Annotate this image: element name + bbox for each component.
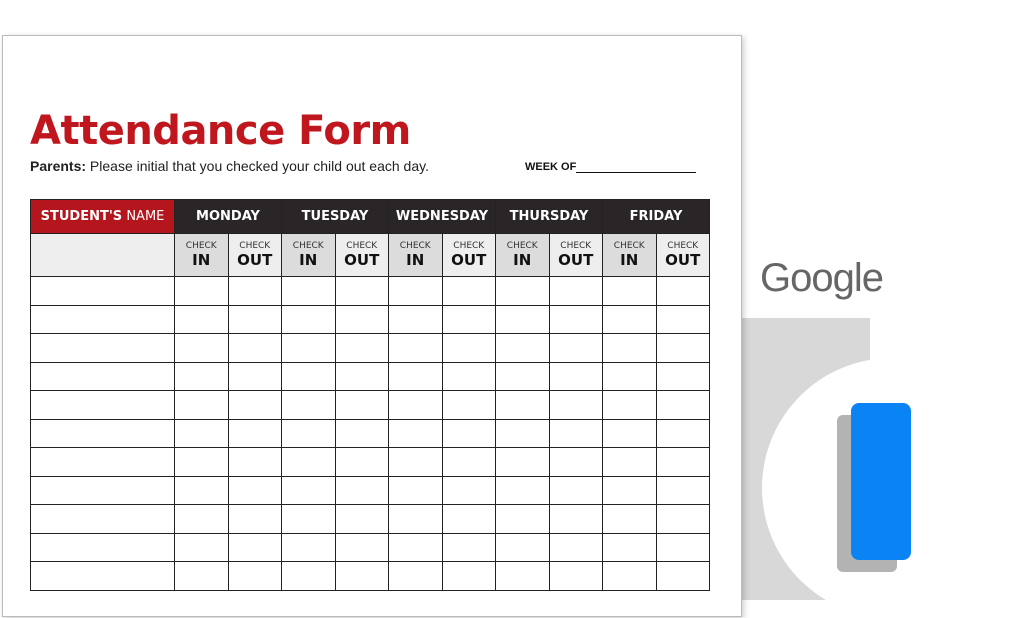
initial-cell[interactable] — [496, 476, 550, 505]
initial-cell[interactable] — [335, 334, 389, 363]
form-title: Attendance Form — [30, 108, 411, 154]
student-name-cell[interactable] — [31, 305, 175, 334]
out-label: OUT — [665, 251, 701, 269]
initial-cell[interactable] — [389, 305, 443, 334]
initial-cell[interactable] — [175, 448, 229, 477]
table-row — [31, 448, 710, 477]
initial-cell[interactable] — [389, 419, 443, 448]
check-label: CHECK — [560, 241, 592, 251]
initial-cell[interactable] — [442, 419, 496, 448]
initial-cell[interactable] — [603, 305, 657, 334]
initial-cell[interactable] — [442, 305, 496, 334]
initial-cell[interactable] — [549, 334, 603, 363]
initial-cell[interactable] — [228, 448, 282, 477]
table-row — [31, 391, 710, 420]
initial-cell[interactable] — [282, 305, 336, 334]
initial-cell[interactable] — [442, 362, 496, 391]
initial-cell[interactable] — [603, 391, 657, 420]
initial-cell[interactable] — [656, 533, 710, 562]
initial-cell[interactable] — [389, 562, 443, 591]
check-label: CHECK — [453, 241, 485, 251]
initial-cell[interactable] — [228, 505, 282, 534]
table-row — [31, 277, 710, 306]
initial-cell[interactable] — [496, 391, 550, 420]
initial-cell[interactable] — [603, 505, 657, 534]
student-name-cell[interactable] — [31, 533, 175, 562]
initial-cell[interactable] — [442, 505, 496, 534]
check-label: CHECK — [506, 241, 538, 251]
out-label: OUT — [344, 251, 380, 269]
check-label: CHECK — [667, 241, 699, 251]
initial-cell[interactable] — [656, 476, 710, 505]
week-of-label: WEEK OF — [525, 161, 577, 173]
in-label: IN — [192, 251, 211, 269]
google-docs-icon — [851, 403, 911, 560]
check-out-header — [442, 234, 496, 277]
initial-cell[interactable] — [228, 362, 282, 391]
initial-cell[interactable] — [228, 277, 282, 306]
initial-cell[interactable] — [282, 391, 336, 420]
check-in-header — [603, 234, 657, 277]
initial-cell[interactable] — [389, 334, 443, 363]
initial-cell[interactable] — [389, 533, 443, 562]
initial-cell[interactable] — [656, 334, 710, 363]
initial-cell[interactable] — [603, 419, 657, 448]
check-in-header — [389, 234, 443, 277]
initial-cell[interactable] — [282, 362, 336, 391]
check-out-header — [335, 234, 389, 277]
initial-cell[interactable] — [496, 277, 550, 306]
attendance-table — [30, 199, 710, 591]
initial-cell[interactable] — [282, 448, 336, 477]
initial-cell[interactable] — [335, 419, 389, 448]
initial-cell[interactable] — [496, 562, 550, 591]
initial-cell[interactable] — [549, 277, 603, 306]
initial-cell[interactable] — [496, 505, 550, 534]
initial-cell[interactable] — [496, 419, 550, 448]
initial-cell[interactable] — [656, 362, 710, 391]
initial-cell[interactable] — [335, 476, 389, 505]
student-name-header: STUDENT'S NAME — [31, 200, 175, 234]
student-name-cell[interactable] — [31, 362, 175, 391]
check-label: CHECK — [185, 241, 217, 251]
initial-cell[interactable] — [656, 419, 710, 448]
initial-cell[interactable] — [549, 505, 603, 534]
out-label: OUT — [558, 251, 594, 269]
initial-cell[interactable] — [175, 476, 229, 505]
initial-cell[interactable] — [603, 476, 657, 505]
week-of-line[interactable] — [576, 162, 696, 173]
initial-cell[interactable] — [656, 562, 710, 591]
initial-cell[interactable] — [282, 419, 336, 448]
initial-cell[interactable] — [496, 448, 550, 477]
initial-cell[interactable] — [496, 362, 550, 391]
background-panel — [741, 318, 870, 600]
initial-cell[interactable] — [656, 391, 710, 420]
initial-cell[interactable] — [603, 277, 657, 306]
initial-cell[interactable] — [442, 448, 496, 477]
initial-cell[interactable] — [496, 305, 550, 334]
initial-cell[interactable] — [549, 562, 603, 591]
student-name-cell[interactable] — [31, 476, 175, 505]
initial-cell[interactable] — [656, 277, 710, 306]
table-row — [31, 505, 710, 534]
initial-cell[interactable] — [335, 277, 389, 306]
out-label: OUT — [237, 251, 273, 269]
table-row — [31, 476, 710, 505]
table-row — [31, 419, 710, 448]
initial-cell[interactable] — [603, 334, 657, 363]
day-header-wednesday: WEDNESDAY — [389, 200, 496, 234]
student-name-cell[interactable] — [31, 334, 175, 363]
student-name-cell[interactable] — [31, 448, 175, 477]
initial-cell[interactable] — [656, 505, 710, 534]
initial-cell[interactable] — [603, 448, 657, 477]
google-logo: Google — [760, 256, 883, 300]
initial-cell[interactable] — [549, 476, 603, 505]
initial-cell[interactable] — [603, 562, 657, 591]
initial-cell[interactable] — [442, 391, 496, 420]
initial-cell[interactable] — [389, 476, 443, 505]
initial-cell[interactable] — [282, 533, 336, 562]
in-label: IN — [299, 251, 318, 269]
check-label: CHECK — [399, 241, 431, 251]
initial-cell[interactable] — [175, 277, 229, 306]
student-name-cell[interactable] — [31, 562, 175, 591]
check-label: CHECK — [613, 241, 645, 251]
initial-cell[interactable] — [282, 476, 336, 505]
initial-cell[interactable] — [228, 562, 282, 591]
day-header-friday: FRIDAY — [603, 200, 710, 234]
instructions — [30, 158, 429, 174]
day-header-row — [31, 200, 710, 234]
table-row — [31, 362, 710, 391]
initial-cell[interactable] — [335, 505, 389, 534]
initial-cell[interactable] — [175, 533, 229, 562]
initial-cell[interactable] — [389, 505, 443, 534]
initial-cell[interactable] — [228, 334, 282, 363]
initial-cell[interactable] — [175, 419, 229, 448]
initial-cell[interactable] — [389, 391, 443, 420]
initial-cell[interactable] — [442, 476, 496, 505]
initial-cell[interactable] — [656, 448, 710, 477]
initial-cell[interactable] — [175, 305, 229, 334]
initial-cell[interactable] — [228, 419, 282, 448]
initial-cell[interactable] — [335, 362, 389, 391]
instructions-label: Parents: — [30, 158, 87, 174]
out-label: OUT — [451, 251, 487, 269]
initial-cell[interactable] — [282, 334, 336, 363]
table-row — [31, 334, 710, 363]
initial-cell[interactable] — [228, 476, 282, 505]
initial-cell[interactable] — [496, 334, 550, 363]
initial-cell[interactable] — [282, 562, 336, 591]
initial-cell[interactable] — [389, 277, 443, 306]
day-header-thursday: THURSDAY — [496, 200, 603, 234]
week-of-field[interactable] — [525, 161, 696, 173]
initial-cell[interactable] — [175, 391, 229, 420]
check-in-header — [175, 234, 229, 277]
initial-cell[interactable] — [442, 562, 496, 591]
check-in-header — [282, 234, 336, 277]
day-header-monday: MONDAY — [175, 200, 282, 234]
table-row — [31, 533, 710, 562]
initial-cell[interactable] — [335, 562, 389, 591]
student-name-cell[interactable] — [31, 419, 175, 448]
initial-cell[interactable] — [389, 448, 443, 477]
table-row — [31, 305, 710, 334]
initial-cell[interactable] — [603, 362, 657, 391]
initial-cell[interactable] — [228, 533, 282, 562]
initial-cell[interactable] — [442, 334, 496, 363]
check-header-row — [31, 234, 710, 277]
initial-cell[interactable] — [175, 362, 229, 391]
check-label: CHECK — [239, 241, 271, 251]
in-label: IN — [620, 251, 639, 269]
attendance-form-page — [2, 35, 742, 617]
name-subheader-blank — [31, 234, 175, 277]
initial-cell[interactable] — [442, 533, 496, 562]
check-label: CHECK — [346, 241, 378, 251]
instructions-text: Please initial that you checked your child out each day. — [86, 158, 429, 174]
initial-cell[interactable] — [496, 533, 550, 562]
initial-cell[interactable] — [175, 334, 229, 363]
initial-cell[interactable] — [335, 391, 389, 420]
day-header-tuesday: TUESDAY — [282, 200, 389, 234]
check-label: CHECK — [292, 241, 324, 251]
initial-cell[interactable] — [549, 305, 603, 334]
initial-cell[interactable] — [549, 362, 603, 391]
initial-cell[interactable] — [335, 305, 389, 334]
initial-cell[interactable] — [549, 419, 603, 448]
initial-cell[interactable] — [389, 362, 443, 391]
check-out-header — [228, 234, 282, 277]
initial-cell[interactable] — [549, 391, 603, 420]
initial-cell[interactable] — [335, 448, 389, 477]
table-row — [31, 562, 710, 591]
initial-cell[interactable] — [603, 533, 657, 562]
initial-cell[interactable] — [175, 505, 229, 534]
initial-cell[interactable] — [549, 448, 603, 477]
initial-cell[interactable] — [282, 505, 336, 534]
initial-cell[interactable] — [175, 562, 229, 591]
initial-cell[interactable] — [228, 391, 282, 420]
student-name-cell[interactable] — [31, 391, 175, 420]
initial-cell[interactable] — [228, 305, 282, 334]
initial-cell[interactable] — [442, 277, 496, 306]
initial-cell[interactable] — [656, 305, 710, 334]
in-label: IN — [406, 251, 425, 269]
initial-cell[interactable] — [549, 533, 603, 562]
initial-cell[interactable] — [282, 277, 336, 306]
initial-cell[interactable] — [335, 533, 389, 562]
check-out-header — [549, 234, 603, 277]
check-out-header — [656, 234, 710, 277]
check-in-header — [496, 234, 550, 277]
student-name-cell[interactable] — [31, 505, 175, 534]
student-name-cell[interactable] — [31, 277, 175, 306]
in-label: IN — [513, 251, 532, 269]
